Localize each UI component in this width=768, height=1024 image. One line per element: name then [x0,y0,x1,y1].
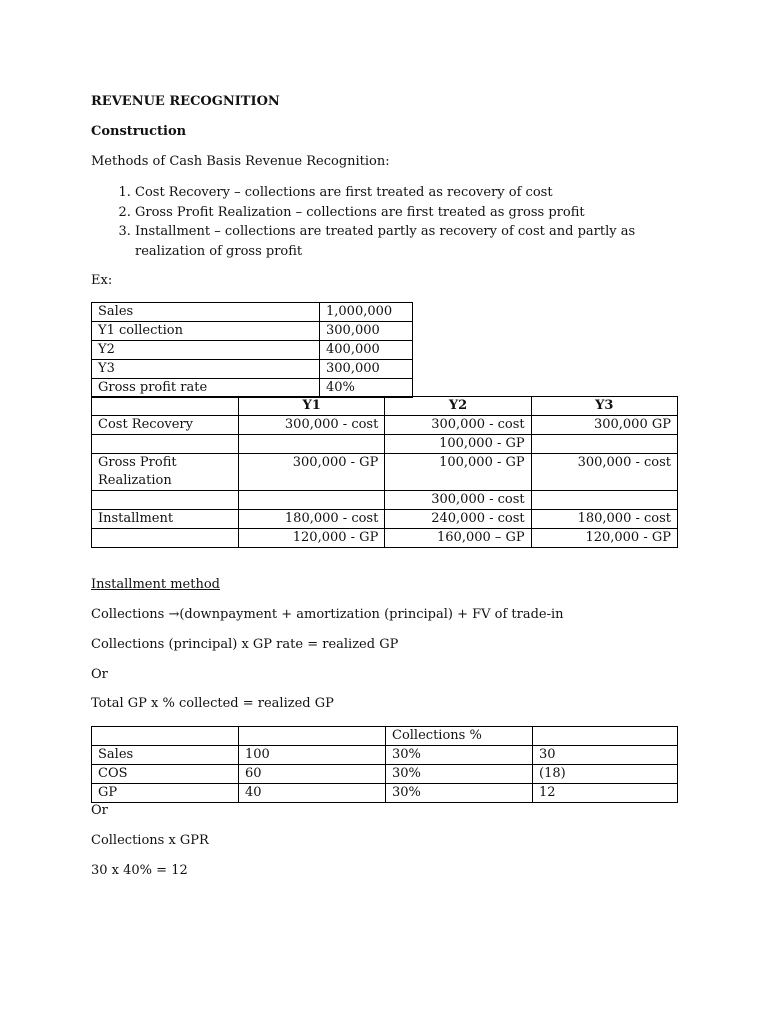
table-cell: Cost Recovery [92,416,239,435]
table-cell: 60 [239,765,386,784]
table-cell: 100,000 - GP [385,435,531,454]
table-cell: 180,000 - cost [239,510,385,529]
table-cell: 160,000 – GP [385,529,531,548]
table-header-cell [92,727,239,746]
table-cell [531,435,677,454]
table-cell [92,529,239,548]
table-cell: 300,000 - cost [239,416,385,435]
table-cell: 300,000 - cost [531,454,677,491]
table-cell: 400,000 [320,341,413,360]
or-text: Or [91,667,108,682]
collections-line: Collections →(downpayment + amortization (principal) + FV of trade-in [91,607,564,622]
table-cell [239,435,385,454]
formula-calculation: 30 x 40% = 12 [91,863,188,878]
table-row [92,510,678,529]
table-cell: Sales [92,303,320,322]
table-row [92,746,678,765]
table-header-cell [239,727,386,746]
or-text: Or [91,803,108,818]
table-cell: Y2 [92,341,320,360]
table-cell: 300,000 [320,360,413,379]
table-cell: (18) [533,765,678,784]
table-header-cell [92,397,239,416]
table-cell: 100,000 - GP [385,454,531,491]
doc-subtitle: Construction [91,124,187,139]
method-item: 3. Installment – collections are treated partly as recovery of cost and partly as realization of gross profit [135,222,695,261]
table-header-row [92,397,678,416]
table-cell: 300,000 - cost [385,416,531,435]
table-row [92,784,678,803]
method-item: 2. Gross Profit Realization – collections are first treated as gross profit [135,203,695,223]
table-header-cell: Y2 [385,397,531,416]
table-row [92,491,678,510]
table-row [92,454,678,491]
table-cell: 30 [533,746,678,765]
table-row [92,435,678,454]
table-cell: 240,000 - cost [385,510,531,529]
table-header-cell: Y3 [531,397,677,416]
table-cell: COS [92,765,239,784]
table-cell [531,491,677,510]
formula-collections-gpr: Collections x GPR [91,833,209,848]
table-cell: 40 [239,784,386,803]
table-cell: Sales [92,746,239,765]
given-values-table [91,302,413,398]
table-cell: 30% [386,765,533,784]
table-cell: 180,000 - cost [531,510,677,529]
table-cell: Y3 [92,360,320,379]
doc-title: REVENUE RECOGNITION [91,94,280,109]
table-cell: 100 [239,746,386,765]
table-cell: 30% [386,746,533,765]
table-cell: 300,000 [320,322,413,341]
table-cell [92,491,239,510]
table-header-cell: Y1 [239,397,385,416]
formula-total-gp: Total GP x % collected = realized GP [91,696,334,711]
table-row [92,416,678,435]
table-cell: Installment [92,510,239,529]
table-cell: Gross profit rate [92,379,320,398]
table-header-row [92,727,678,746]
table-row [92,379,413,398]
methods-comparison-table [91,396,678,548]
table-cell: 300,000 GP [531,416,677,435]
table-cell: 120,000 - GP [531,529,677,548]
table-cell: 300,000 - cost [385,491,531,510]
example-label: Ex: [91,273,113,288]
table-cell: 1,000,000 [320,303,413,322]
table-row [92,322,413,341]
table-header-cell [533,727,678,746]
method-item: 1. Cost Recovery – collections are first treated as recovery of cost [135,183,695,203]
table-row [92,360,413,379]
collections-table [91,726,678,803]
table-row [92,341,413,360]
table-cell: GP [92,784,239,803]
table-cell: Y1 collection [92,322,320,341]
table-cell: 120,000 - GP [239,529,385,548]
table-header-cell: Collections % [386,727,533,746]
table-cell [239,491,385,510]
methods-intro: Methods of Cash Basis Revenue Recognition: [91,154,390,169]
table-row [92,303,413,322]
table-cell: 300,000 - GP [239,454,385,491]
table-row [92,529,678,548]
methods-list [91,183,695,261]
table-cell [92,435,239,454]
installment-heading: Installment method [91,577,220,592]
table-cell: 30% [386,784,533,803]
table-cell: 40% [320,379,413,398]
table-cell: Gross Profit Realization [92,454,239,491]
formula-realized-gp: Collections (principal) x GP rate = realized GP [91,637,399,652]
table-row [92,765,678,784]
table-cell: 12 [533,784,678,803]
